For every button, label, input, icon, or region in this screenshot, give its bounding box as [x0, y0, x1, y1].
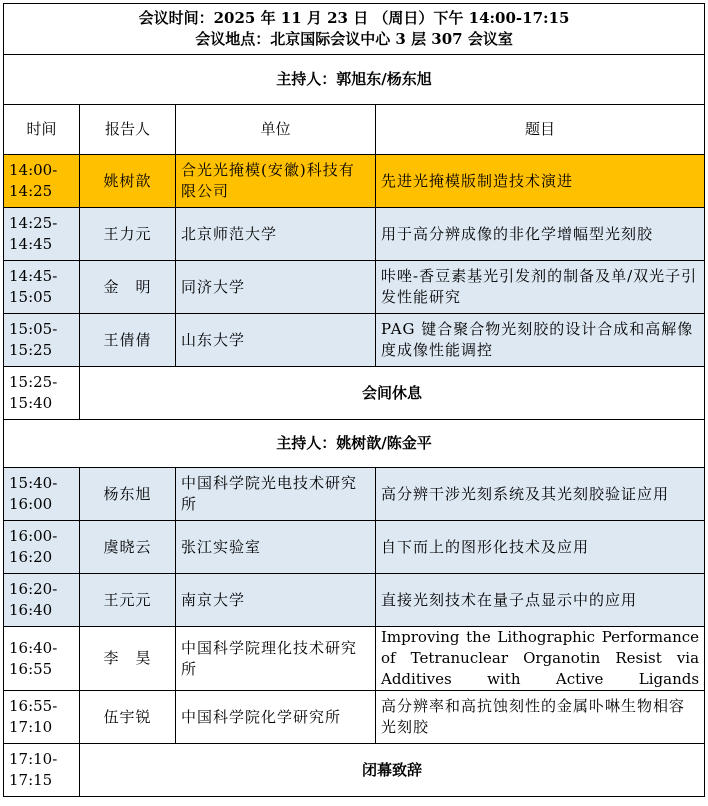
row-unit: 中国科学院化学研究所 — [176, 691, 376, 744]
table-row — [4, 208, 705, 261]
break-time: 15:25- 15:40 — [4, 367, 80, 420]
row-topic: 咔唑-香豆素基光引发剂的制备及单/双光子引发性能研究 — [376, 261, 705, 314]
table-row — [4, 314, 705, 367]
row-topic: Improving the Lithographic Performance of Tetranuclear Organotin Resist via Additives with Active Ligands — [376, 627, 705, 691]
row-unit: 中国科学院理化技术研究所 — [176, 627, 376, 691]
session1-host: 主持人：郭旭东/杨东旭 — [4, 55, 705, 105]
closing-label: 闭幕致辞 — [80, 744, 705, 797]
row-speaker: 姚树歆 — [80, 155, 176, 208]
table-row — [4, 521, 705, 574]
row-time: 14:25- 14:45 — [4, 208, 80, 261]
session2-host-row — [4, 420, 705, 468]
session1-host-row — [4, 55, 705, 105]
break-row — [4, 367, 705, 420]
row-topic: 高分辨率和高抗蚀刻性的金属卟啉生物相容光刻胶 — [376, 691, 705, 744]
row-unit: 同济大学 — [176, 261, 376, 314]
table-row — [4, 627, 705, 691]
closing-time: 17:10- 17:15 — [4, 744, 80, 797]
col-unit-header: 单位 — [176, 105, 376, 155]
row-speaker: 王倩倩 — [80, 314, 176, 367]
row-speaker: 金 明 — [80, 261, 176, 314]
meeting-time: 会议时间：2025 年 11 月 23 日 （周日）下午 14:00-17:15 — [138, 9, 570, 27]
break-label: 会间休息 — [80, 367, 705, 420]
table-row — [4, 261, 705, 314]
col-speaker-header: 报告人 — [80, 105, 176, 155]
row-topic: 直接光刻技术在量子点显示中的应用 — [376, 574, 705, 627]
table-row — [4, 468, 705, 521]
column-header-row — [4, 105, 705, 155]
row-unit: 山东大学 — [176, 314, 376, 367]
row-time: 14:00- 14:25 — [4, 155, 80, 208]
table-row — [4, 155, 705, 208]
meeting-info-row — [4, 4, 705, 55]
meeting-place: 会议地点：北京国际会议中心 3 层 307 会议室 — [195, 30, 513, 48]
row-time: 16:20- 16:40 — [4, 574, 80, 627]
row-time: 16:00- 16:20 — [4, 521, 80, 574]
row-time: 16:40- 16:55 — [4, 627, 80, 691]
row-time: 16:55- 17:10 — [4, 691, 80, 744]
table-row — [4, 691, 705, 744]
row-time: 15:40- 16:00 — [4, 468, 80, 521]
row-unit: 张江实验室 — [176, 521, 376, 574]
table-row — [4, 574, 705, 627]
row-speaker: 杨东旭 — [80, 468, 176, 521]
row-speaker: 李 昊 — [80, 627, 176, 691]
row-unit: 合光光掩模(安徽)科技有限公司 — [176, 155, 376, 208]
meeting-info — [4, 4, 705, 55]
row-speaker: 伍宇锐 — [80, 691, 176, 744]
row-topic: 高分辨干涉光刻系统及其光刻胶验证应用 — [376, 468, 705, 521]
row-time: 14:45- 15:05 — [4, 261, 80, 314]
row-topic: PAG 键合聚合物光刻胶的设计合成和高解像度成像性能调控 — [376, 314, 705, 367]
closing-row — [4, 744, 705, 797]
schedule-table — [3, 3, 705, 797]
row-unit: 南京大学 — [176, 574, 376, 627]
session2-host: 主持人：姚树歆/陈金平 — [4, 420, 705, 468]
row-time: 15:05- 15:25 — [4, 314, 80, 367]
row-speaker: 王元元 — [80, 574, 176, 627]
row-speaker: 虞晓云 — [80, 521, 176, 574]
row-topic: 用于高分辨成像的非化学增幅型光刻胶 — [376, 208, 705, 261]
col-topic-header: 题目 — [376, 105, 705, 155]
row-topic: 自下而上的图形化技术及应用 — [376, 521, 705, 574]
row-speaker: 王力元 — [80, 208, 176, 261]
row-unit: 北京师范大学 — [176, 208, 376, 261]
col-time-header: 时间 — [4, 105, 80, 155]
row-topic: 先进光掩模版制造技术演进 — [376, 155, 705, 208]
row-unit: 中国科学院光电技术研究所 — [176, 468, 376, 521]
